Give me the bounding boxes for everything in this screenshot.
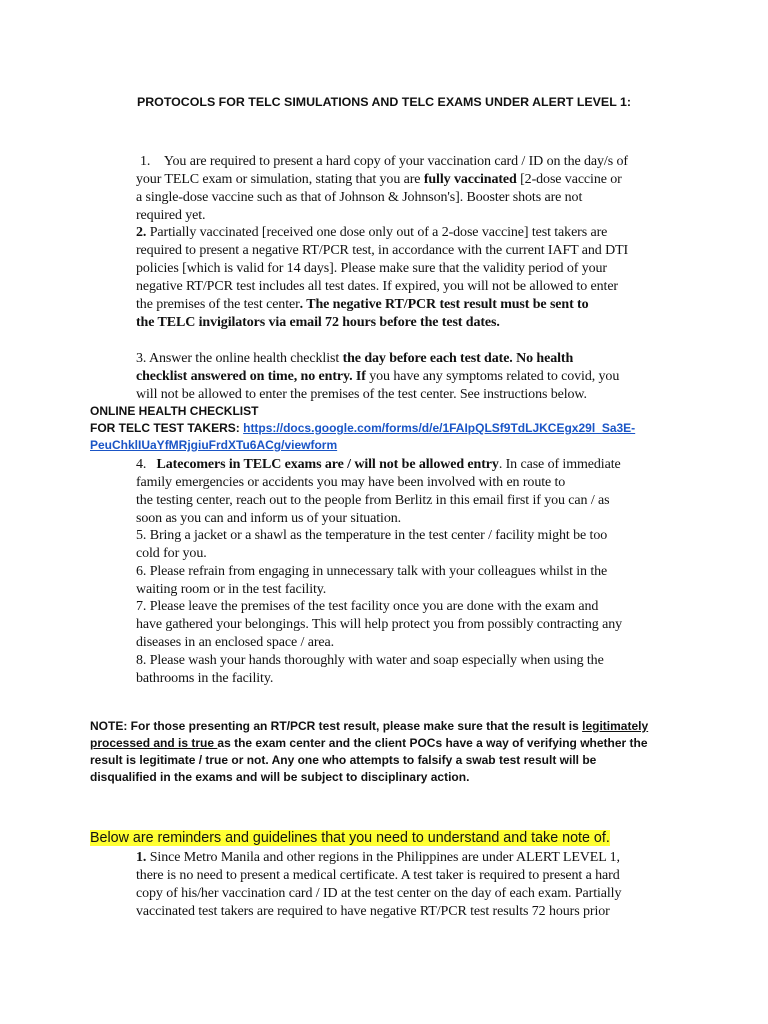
item-6 <box>136 563 676 599</box>
item-4-line-3: the testing center, reach out to the people from Berlitz in this email first if you can / as <box>136 492 610 508</box>
reminder-1-line-2: there is no need to present a medical certificate. A test taker is required to present a hard <box>136 867 620 883</box>
health-checklist-link[interactable]: https://docs.google.com/forms/d/e/1FAIpQLSf9TdLJKCEgx29l_Sa3E- <box>243 421 636 435</box>
item-6-line-2: waiting room or in the test facility. <box>136 581 327 597</box>
item-2-line-5-bold: . The negative RT/PCR test result must be sent to <box>299 296 589 312</box>
reminder-1-number: 1. <box>136 850 147 865</box>
item-4-number: 4. <box>136 457 147 472</box>
item-2-line-3: policies [which is valid for 14 days]. Please make sure that the validity period of your <box>136 260 607 276</box>
item-7-line-2: have gathered your belongings. This will help protect you from possibly contracting any <box>136 616 622 632</box>
item-4-line-2: family emergencies or accidents you may have been involved with en route to <box>136 474 566 490</box>
item-5 <box>136 527 676 563</box>
health-checklist-link-continued[interactable]: PeuChklIUaYfMRjgiuFrdXTu6ACg/viewform <box>90 438 338 452</box>
item-2-line-1: Partially vaccinated [received one dose only out of a 2-dose vaccine] test takers are <box>146 225 608 240</box>
item-1-number: 1. <box>140 154 151 169</box>
health-checklist-heading: ONLINE HEALTH CHECKLIST <box>90 404 259 418</box>
item-1-line-3: a single-dose vaccine such as that of Johnson & Johnson's]. Booster shots are not <box>136 189 583 205</box>
item-3-number: 3. <box>136 351 147 366</box>
note-legitimately: legitimately <box>582 719 649 733</box>
item-1-line-2: your TELC exam or simulation, stating that you are <box>136 171 424 187</box>
item-4-line-4: soon as you can and inform us of your situation. <box>136 510 402 526</box>
item-7-line-1: 7. Please leave the premises of the test facility once you are done with the exam and <box>136 599 599 614</box>
item-4 <box>136 456 676 528</box>
item-3 <box>136 350 676 404</box>
item-3-line-1: Answer the online health checklist <box>146 351 343 366</box>
item-3-line-2: you have any symptoms related to covid, you <box>365 368 620 384</box>
health-checklist-label: FOR TELC TEST TAKERS: <box>90 421 244 435</box>
item-1-line-4: required yet. <box>136 207 206 223</box>
item-7-line-3: diseases in an enclosed space / area. <box>136 634 335 650</box>
item-2 <box>136 224 676 331</box>
item-1-line-2-end: [2-dose vaccine or <box>516 171 622 187</box>
item-3-line-2-bold: checklist answered on time, no entry. If <box>136 368 366 384</box>
item-5-line-1: 5. Bring a jacket or a shawl as the temperature in the test center / facility might be too <box>136 528 608 543</box>
item-6-line-1: 6. Please refrain from engaging in unnecessary talk with your colleagues whilst in the <box>136 564 608 579</box>
item-1-line-1: You are required to present a hard copy of your vaccination card / ID on the day/s of <box>163 154 628 169</box>
fully-vaccinated-text: fully vaccinated <box>423 171 517 187</box>
item-3-line-1-bold: the day before each test date. No health <box>342 351 574 366</box>
reminders-heading <box>90 828 610 848</box>
reminder-1-line-4: vaccinated test takers are required to have negative RT/PCR test results 72 hours prior <box>136 903 610 919</box>
reminder-1-line-1: Since Metro Manila and other regions in the Philippines are under ALERT LEVEL 1, <box>146 850 620 865</box>
note-line-4: disqualified in the exams and will be subject to disciplinary action. <box>90 770 470 784</box>
note-line-2: as the exam center and the client POCs have a way of verifying whether the <box>217 736 648 750</box>
item-8 <box>136 652 676 688</box>
health-checklist <box>90 403 635 454</box>
item-3-line-3: will not be allowed to enter the premises of the test center. See instructions below. <box>136 386 587 402</box>
item-2-line-2: required to present a negative RT/PCR test, in accordance with the current IAFT and DTI <box>136 242 629 258</box>
item-2-line-4: negative RT/PCR test includes all test dates. If expired, you will not be allowed to enter <box>136 278 618 294</box>
note-block <box>90 718 648 786</box>
reminder-1-line-3: copy of his/her vaccination card / ID at the test center on the day of each exam. Partially <box>136 885 622 901</box>
note-processed-true: processed and is true <box>90 736 218 750</box>
item-2-line-6: the TELC invigilators via email 72 hours before the test dates. <box>136 314 500 330</box>
item-4-line-1: . In case of immediate <box>498 457 621 472</box>
item-5-line-2: cold for you. <box>136 545 207 561</box>
note-line-1: NOTE: For those presenting an RT/PCR test result, please make sure that the result is <box>90 719 583 733</box>
latecomers-text: Latecomers in TELC exams are / will not be allowed entry <box>156 457 499 472</box>
item-2-line-5: the premises of the test center <box>136 296 300 312</box>
item-8-line-1: 8. Please wash your hands thoroughly with water and soap especially when using the <box>136 653 604 668</box>
document-title: PROTOCOLS FOR TELC SIMULATIONS AND TELC EXAMS UNDER ALERT LEVEL 1: <box>136 95 632 109</box>
item-7 <box>136 598 676 652</box>
item-8-line-2: bathrooms in the facility. <box>136 670 274 686</box>
item-2-number: 2. <box>136 225 147 240</box>
reminders-heading-text: Below are reminders and guidelines that you need to understand and take note of. <box>90 830 610 846</box>
note-line-3: result is legitimate / true or not. Any one who attempts to falsify a swab test result will be <box>90 753 597 767</box>
item-1 <box>136 153 676 225</box>
reminder-item-1 <box>106 849 621 921</box>
